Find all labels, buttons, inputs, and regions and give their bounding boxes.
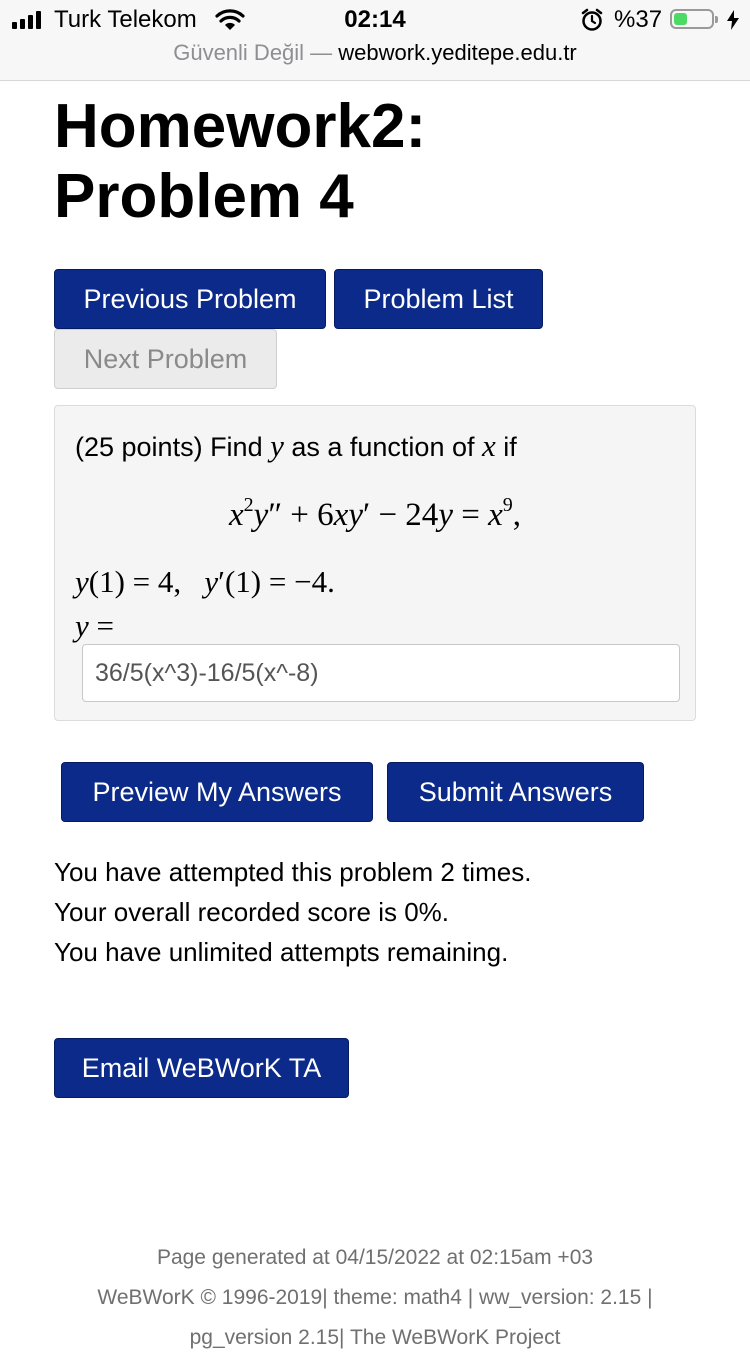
email-ta-button[interactable]: Email WeBWorK TA <box>54 1038 349 1098</box>
footer-pg-version: pg_version 2.15| The WeBWorK Project <box>189 1326 561 1349</box>
var-x: x <box>481 428 496 463</box>
previous-problem-button[interactable]: Previous Problem <box>54 269 326 329</box>
problem-list-button[interactable]: Problem List <box>334 269 543 329</box>
page-title-line1: Homework2: <box>54 92 427 161</box>
submit-answers-button[interactable]: Submit Answers <box>387 762 644 822</box>
footer-generated: Page generated at 04/15/2022 at 02:15am +03 <box>156 1246 594 1269</box>
attempts-count: You have attempted this problem 2 times. <box>54 857 532 887</box>
page-title-line2: Problem 4 <box>54 162 354 231</box>
security-label: Güvenli Değil <box>173 40 305 65</box>
var-y: y <box>270 428 284 463</box>
battery-icon <box>670 9 714 29</box>
statement-suffix: if <box>495 432 517 462</box>
clock-time: 02:14 <box>344 6 406 33</box>
status-bar <box>0 0 750 81</box>
address-bar[interactable] <box>0 40 750 66</box>
problem-statement <box>75 428 517 464</box>
url-host: webwork.yeditepe.edu.tr <box>338 40 577 65</box>
footer <box>0 1238 750 1358</box>
attempts-info <box>54 852 531 972</box>
answer-input[interactable] <box>82 644 680 702</box>
page-title <box>54 92 694 232</box>
alarm-icon <box>580 8 604 37</box>
url-separator: — <box>304 40 339 65</box>
footer-copyright: WeBWorK © 1996-2019| theme: math4 | ww_version: 2.15 | <box>97 1286 653 1309</box>
preview-answers-button[interactable]: Preview My Answers <box>61 762 373 822</box>
battery-percent: %37 <box>614 6 663 33</box>
differential-equation: $x^2y'' + 6xy' - 24y = x^9$, <box>229 494 521 533</box>
problem-panel <box>54 405 696 721</box>
charging-bolt-icon <box>726 10 740 35</box>
recorded-score: Your overall recorded score is 0%. <box>54 897 450 927</box>
statement-prefix: (25 points) Find <box>75 432 271 462</box>
carrier-name: Turk Telekom <box>54 6 197 33</box>
next-problem-button[interactable]: Next Problem <box>54 329 277 389</box>
statement-middle: as a function of <box>283 432 482 462</box>
initial-conditions: y(1) = 4, y′(1) = −4. <box>75 564 335 599</box>
battery-level-fill <box>674 13 687 25</box>
answer-label: y = <box>75 608 114 643</box>
attempts-remaining: You have unlimited attempts remaining. <box>54 937 509 967</box>
